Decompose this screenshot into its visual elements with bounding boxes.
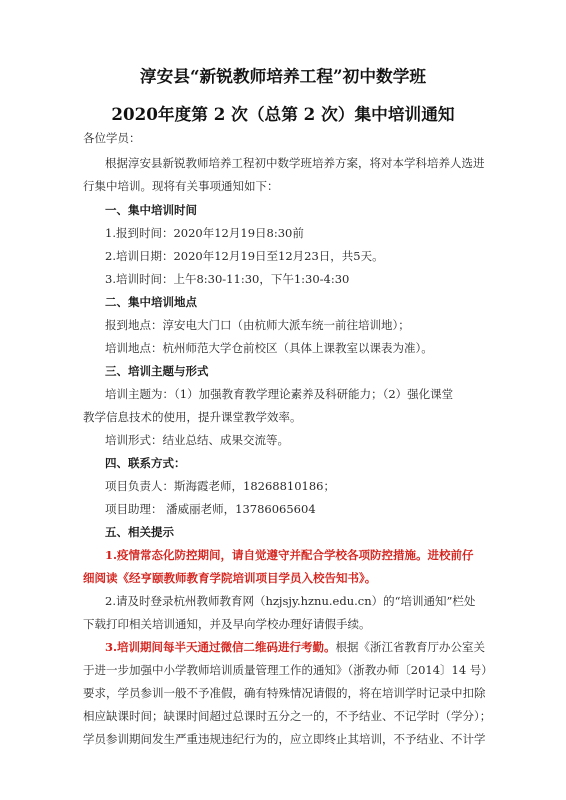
salutation: 各位学员： <box>83 131 141 145</box>
section3-theme-line-2: 教学信息技术的使用，提升课堂教学效率。 <box>83 410 302 424</box>
tip3-rest: 根据《浙江省教育厅办公室关 <box>335 640 486 654</box>
document-title-line1: 淳安县“新锐教师培养工程”初中数学班 <box>139 66 427 86</box>
section1-item-2: 2.培训日期：2020年12月19日至12月23日，共5天。 <box>105 249 384 263</box>
section1-heading: 一、集中培训时间 <box>105 203 197 217</box>
section3-form: 培训形式：结业总结、成果交流等。 <box>105 433 289 447</box>
tip1-line-2: 细阅读《经亨颐教师教育学院培训项目学员入校告知书》。 <box>83 571 377 585</box>
section2-item-1: 报到地点：淳安电大门口（由杭师大派车统一前往培训地）； <box>105 318 410 332</box>
tip3-line-3: 要求，学员参训一般不予准假，确有特殊情况请假的，将在培训学时记录中扣除 <box>83 686 486 700</box>
tip3-line-1 <box>105 640 485 655</box>
section1-item-1: 1.报到时间：2020年12月19日8:30前 <box>105 226 304 240</box>
section1-item-3: 3.培训时间：上午8:30-11:30，下午1:30-4:30 <box>105 272 350 286</box>
section3-heading: 三、培训主题与形式 <box>105 364 209 378</box>
tip2-line-2: 下载打印相关培训通知，并及早向学校办理好请假手续。 <box>83 617 371 631</box>
intro-line-2: 行集中培训。现将有关事项通知如下： <box>83 179 279 193</box>
tip1-line-1: 1.疫情常态化防控期间，请自觉遵守并配合学校各项防控措施。进校前仔 <box>105 548 474 562</box>
tip2-line-1: 2.请及时登录杭州教师教育网（hzjsjy.hznu.edu.cn）的“培训通知”栏处 <box>105 594 476 608</box>
section4-heading: 四、联系方式： <box>105 456 186 470</box>
tip3-line-4: 相应缺课时间；缺课时间超过总课时五分之一的，不予结业、不记学时（学分）； <box>83 709 492 723</box>
contact-assistant: 项目助理： 潘威丽老师，13786065604 <box>105 502 316 516</box>
section2-item-2: 培训地点：杭州师范大学仓前校区（具体上课教室以课表为准）。 <box>105 341 433 355</box>
tip3-emphasis: 3.培训期间每半天通过微信二维码进行考勤。 <box>105 640 336 654</box>
contact-lead: 项目负责人：斯海霞老师，18268810186； <box>105 479 335 493</box>
document-title-line2: 2020年度第 2 次（总第 2 次）集中培训通知 <box>111 104 455 124</box>
tip3-line-5: 学员参训期间发生严重违规违纪行为的，应立即终止其培训，不予结业、不计学 <box>83 732 486 746</box>
section3-theme-line-1: 培训主题为：（1）加强教育教学理论素养及科研能力；（2）强化课堂 <box>105 387 454 401</box>
section2-heading: 二、集中培训地点 <box>105 295 197 309</box>
section5-heading: 五、相关提示 <box>105 525 174 539</box>
intro-line-1: 根据淳安县新锐教师培养工程初中数学班培养方案，将对本学科培养人选进 <box>105 156 485 170</box>
tip3-line-2: 于进一步加强中小学教师培训质量管理工作的通知》（浙教办师〔2014〕14 号） <box>83 663 493 677</box>
